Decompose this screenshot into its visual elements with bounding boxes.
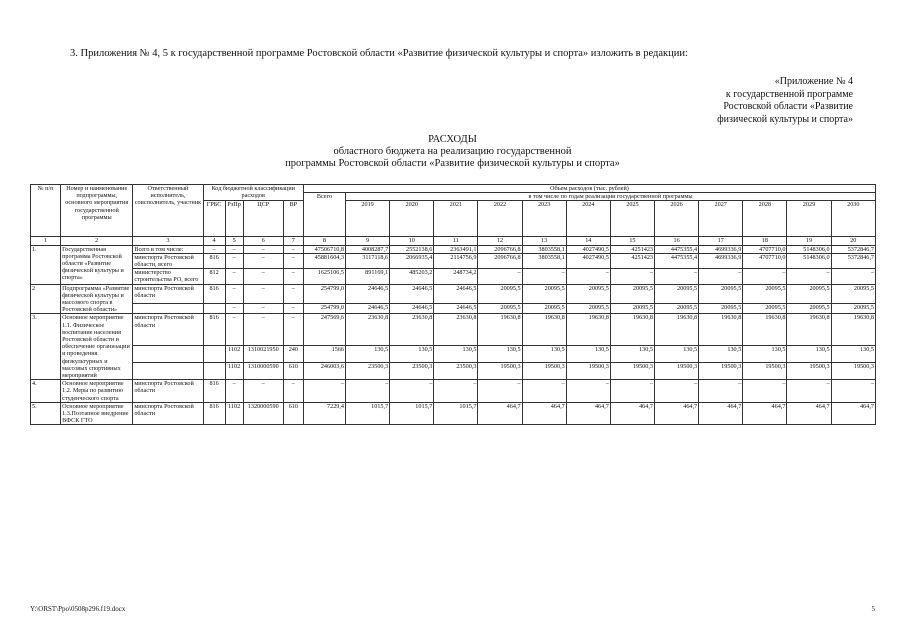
row-value: 130,5 xyxy=(346,346,390,363)
row-value: 20095,5 xyxy=(566,304,610,314)
row-value: 2096766,8 xyxy=(478,245,522,253)
header-year: 2030 xyxy=(831,201,875,237)
header-total: Всего xyxy=(303,193,345,237)
row-value: – xyxy=(787,380,831,403)
row-value: – xyxy=(522,269,566,284)
row-value: 24646,5 xyxy=(434,284,478,303)
document-title xyxy=(0,134,905,170)
row-value: – xyxy=(743,269,787,284)
row-value: 24646,5 xyxy=(390,304,434,314)
column-number: 14 xyxy=(566,237,610,245)
row-value: 19630,8 xyxy=(831,314,875,346)
row-name: Подпрограмма «Развитие физической культуры и массового спорта в Ростовской области» xyxy=(61,284,133,314)
table-row xyxy=(31,402,876,425)
title-line: программы Ростовской области «Развитие физической культуры и спорта» xyxy=(285,158,620,169)
row-code: – xyxy=(243,253,283,268)
column-number-row xyxy=(31,237,876,245)
row-value: 1015,7 xyxy=(434,402,478,425)
row-code: – xyxy=(283,269,303,284)
annex-line: к государственной программе xyxy=(725,88,853,100)
page-number: 5 xyxy=(871,605,875,613)
row-executor: министерство строительства РО, всего xyxy=(133,269,203,284)
row-number: 2 xyxy=(31,284,61,314)
column-number: 5 xyxy=(225,237,243,245)
row-value: 254799,0 xyxy=(303,304,345,314)
row-value: 485203,2 xyxy=(390,269,434,284)
row-value: 24646,5 xyxy=(390,284,434,303)
column-number: 1 xyxy=(31,237,61,245)
intro-text: 3. Приложения № 4, 5 к государственной программе Ростовской области «Развитие физической культуры и спорта» изложить в редакции: xyxy=(70,48,688,59)
row-value: 19500,3 xyxy=(610,363,654,380)
row-value: – xyxy=(655,380,699,403)
header-code: РзПр xyxy=(225,201,243,237)
annex-line: физической культуры и спорта» xyxy=(717,113,853,125)
row-value: 4008287,7 xyxy=(346,245,390,253)
header-volume-group: Объем расходов (тыс. рублей) xyxy=(303,185,875,193)
row-value: 247569,6 xyxy=(303,314,345,346)
row-executor: минспорта Ростовской области xyxy=(133,314,203,346)
row-value: 130,5 xyxy=(743,346,787,363)
row-value: – xyxy=(610,380,654,403)
table-row xyxy=(31,346,876,363)
row-executor: минспорта Ростовской области xyxy=(133,402,203,425)
row-executor: минспорта Ростовской области xyxy=(133,284,203,303)
row-value: 20095,5 xyxy=(610,304,654,314)
row-executor xyxy=(133,363,203,380)
row-value: 3117118,6 xyxy=(346,253,390,268)
row-code: – xyxy=(225,269,243,284)
row-code: 610 xyxy=(283,363,303,380)
header-year: 2024 xyxy=(566,201,610,237)
row-value: 4027490,5 xyxy=(566,253,610,268)
row-value: 130,5 xyxy=(699,346,743,363)
row-value: – xyxy=(346,380,390,403)
row-code: – xyxy=(243,380,283,403)
row-value: 19630,8 xyxy=(610,314,654,346)
row-code: 816 xyxy=(203,314,225,346)
row-value: 23630,8 xyxy=(434,314,478,346)
row-value: – xyxy=(831,269,875,284)
row-value: 130,5 xyxy=(390,346,434,363)
column-number: 13 xyxy=(522,237,566,245)
row-value: 19500,3 xyxy=(699,363,743,380)
row-value: 248734,2 xyxy=(434,269,478,284)
row-value: 47506710,8 xyxy=(303,245,345,253)
row-value: 464,7 xyxy=(522,402,566,425)
expenses-table xyxy=(30,184,876,425)
row-value: – xyxy=(699,380,743,403)
row-code: – xyxy=(243,269,283,284)
row-value: – xyxy=(390,380,434,403)
row-value: 19500,3 xyxy=(478,363,522,380)
row-value: 20095,5 xyxy=(522,304,566,314)
row-value: 20095,5 xyxy=(831,284,875,303)
row-value: – xyxy=(831,380,875,403)
row-value: 19630,8 xyxy=(743,314,787,346)
row-value: 20095,5 xyxy=(699,304,743,314)
row-value: 1015,7 xyxy=(390,402,434,425)
row-value: 20095,5 xyxy=(478,284,522,303)
row-value: – xyxy=(522,380,566,403)
table-row xyxy=(31,380,876,403)
annex-line: «Приложение № 4 xyxy=(774,76,853,87)
row-code: – xyxy=(283,245,303,253)
row-value: 464,7 xyxy=(787,402,831,425)
row-code: 1320000590 xyxy=(243,402,283,425)
header-year: 2025 xyxy=(610,201,654,237)
row-value: 19630,8 xyxy=(566,314,610,346)
row-code: 1102 xyxy=(225,363,243,380)
column-number: 9 xyxy=(346,237,390,245)
row-code: – xyxy=(225,245,243,253)
row-code: – xyxy=(225,380,243,403)
row-value: 130,5 xyxy=(434,346,478,363)
header-code-group: Код бюджетной классификации расходов xyxy=(203,185,303,201)
row-code: 1310021950 xyxy=(243,346,283,363)
column-number: 7 xyxy=(283,237,303,245)
row-value: – xyxy=(566,380,610,403)
row-code: – xyxy=(225,304,243,314)
row-value: 20095,5 xyxy=(743,304,787,314)
row-value: 20095,5 xyxy=(610,284,654,303)
row-value: 20095,5 xyxy=(787,284,831,303)
row-value: 7229,4 xyxy=(303,402,345,425)
row-code: – xyxy=(225,253,243,268)
column-number: 10 xyxy=(390,237,434,245)
row-value: 19500,3 xyxy=(655,363,699,380)
row-value: 1566 xyxy=(303,346,345,363)
header-year: 2029 xyxy=(787,201,831,237)
table-row xyxy=(31,269,876,284)
header-name: Номер и наименование подпрограммы, основного мероприятия государственной программы xyxy=(61,185,133,237)
row-code xyxy=(203,304,225,314)
row-code: 1102 xyxy=(225,402,243,425)
row-value: 20095,5 xyxy=(522,284,566,303)
column-number: 12 xyxy=(478,237,522,245)
header-row xyxy=(31,185,876,193)
row-value: 1625106,5 xyxy=(303,269,345,284)
row-executor xyxy=(133,346,203,363)
column-number: 18 xyxy=(743,237,787,245)
row-value: 130,5 xyxy=(522,346,566,363)
row-value: – xyxy=(787,269,831,284)
row-executor: Всего в том числе: xyxy=(133,245,203,253)
row-value: 130,5 xyxy=(787,346,831,363)
header-code: ЦСР xyxy=(243,201,283,237)
row-code: – xyxy=(243,284,283,303)
row-executor: минспорта Ростовской области xyxy=(133,380,203,403)
row-number: 3. xyxy=(31,314,61,380)
row-value: 20095,5 xyxy=(655,304,699,314)
row-name: Государственная программа Ростовской области «Развитие физической культуры и спорта» xyxy=(61,245,133,284)
row-value: 19630,8 xyxy=(699,314,743,346)
header-year: 2027 xyxy=(699,201,743,237)
row-value: 464,7 xyxy=(655,402,699,425)
row-code: – xyxy=(203,245,225,253)
row-value: 23630,8 xyxy=(346,314,390,346)
row-value: 130,5 xyxy=(655,346,699,363)
table-row xyxy=(31,314,876,346)
row-value: 5148306,0 xyxy=(787,245,831,253)
column-number: 17 xyxy=(699,237,743,245)
title-line: РАСХОДЫ xyxy=(428,134,477,145)
row-value: 130,5 xyxy=(831,346,875,363)
row-value: 130,5 xyxy=(566,346,610,363)
row-code: – xyxy=(243,314,283,346)
row-number: 4. xyxy=(31,380,61,403)
row-value: 23500,3 xyxy=(434,363,478,380)
row-value: 19500,3 xyxy=(831,363,875,380)
row-code: 816 xyxy=(203,402,225,425)
header-executor: Ответственный исполнитель, соисполнитель, участник xyxy=(133,185,203,237)
row-value: 24646,5 xyxy=(346,304,390,314)
column-number: 16 xyxy=(655,237,699,245)
header-year: 2021 xyxy=(434,201,478,237)
row-value: 20095,5 xyxy=(831,304,875,314)
row-value: 4251423 xyxy=(610,245,654,253)
column-number: 15 xyxy=(610,237,654,245)
header-year: 2022 xyxy=(478,201,522,237)
row-value: – xyxy=(478,269,522,284)
row-value: 20095,5 xyxy=(655,284,699,303)
row-value: 19630,8 xyxy=(787,314,831,346)
header-num: № п/п xyxy=(31,185,61,237)
row-value: 4251423 xyxy=(610,253,654,268)
header-year: 2026 xyxy=(655,201,699,237)
row-value: 4027490,5 xyxy=(566,245,610,253)
table-row xyxy=(31,363,876,380)
row-code: 1102 xyxy=(225,346,243,363)
row-value: 4699336,9 xyxy=(699,245,743,253)
row-value: 2552138,6 xyxy=(390,245,434,253)
row-code: – xyxy=(225,314,243,346)
row-value: 891169,1 xyxy=(346,269,390,284)
row-value: 19500,3 xyxy=(787,363,831,380)
row-code: – xyxy=(283,380,303,403)
row-code xyxy=(203,346,225,363)
row-code: – xyxy=(283,314,303,346)
row-value: 5372846,7 xyxy=(831,245,875,253)
row-value: 130,5 xyxy=(478,346,522,363)
row-value: 464,7 xyxy=(699,402,743,425)
row-value: 5148306,0 xyxy=(787,253,831,268)
row-value: 20095,5 xyxy=(743,284,787,303)
table-body xyxy=(31,185,876,425)
row-executor: минспорта Ростовской области, всего xyxy=(133,253,203,268)
footer-file-path: Y:\ORST\Ppo\0508p296.f19.docx xyxy=(30,605,126,613)
row-code: – xyxy=(283,253,303,268)
row-value: 19630,8 xyxy=(522,314,566,346)
table-row xyxy=(31,304,876,314)
row-value: 20095,5 xyxy=(787,304,831,314)
row-value: 19630,8 xyxy=(655,314,699,346)
row-value: – xyxy=(566,269,610,284)
row-value: 464,7 xyxy=(831,402,875,425)
table-row xyxy=(31,245,876,253)
row-code: 816 xyxy=(203,253,225,268)
row-code: – xyxy=(283,284,303,303)
row-value: 3803558,1 xyxy=(522,253,566,268)
row-value: 4699336,9 xyxy=(699,253,743,268)
row-value: 2114756,9 xyxy=(434,253,478,268)
header-code: ВР xyxy=(283,201,303,237)
table-row xyxy=(31,253,876,268)
annex-heading xyxy=(717,76,853,126)
row-value: 19630,8 xyxy=(478,314,522,346)
title-line: областного бюджета на реализацию государственной xyxy=(333,146,572,157)
row-value: 464,7 xyxy=(610,402,654,425)
row-value: 2363491,1 xyxy=(434,245,478,253)
row-code: 1310000590 xyxy=(243,363,283,380)
row-value: – xyxy=(655,269,699,284)
column-number: 11 xyxy=(434,237,478,245)
row-code: 610 xyxy=(283,402,303,425)
row-value: 4707710,0 xyxy=(743,253,787,268)
row-value: 2066935,4 xyxy=(390,253,434,268)
table-row xyxy=(31,284,876,303)
row-value: 20095,5 xyxy=(699,284,743,303)
header-code: ГРБС xyxy=(203,201,225,237)
header-year: 2023 xyxy=(522,201,566,237)
row-code: 812 xyxy=(203,269,225,284)
row-value: 45881604,3 xyxy=(303,253,345,268)
row-code: 816 xyxy=(203,284,225,303)
column-number: 20 xyxy=(831,237,875,245)
row-value: 4707710,0 xyxy=(743,245,787,253)
column-number: 19 xyxy=(787,237,831,245)
row-value: – xyxy=(610,269,654,284)
row-value: – xyxy=(434,380,478,403)
row-value: 24646,5 xyxy=(346,284,390,303)
row-value: – xyxy=(743,380,787,403)
row-value: 2096766,8 xyxy=(478,253,522,268)
row-name: Основное мероприятие 1.1. Физическое воспитание населения Ростовской области и обеспечение организации и проведения физкультурных и массовых спортивных мероприятий xyxy=(61,314,133,380)
row-name: Основное мероприятие 1.3.Поэтапное внедрение ВФСК ГТО xyxy=(61,402,133,425)
row-number: 1. xyxy=(31,245,61,284)
column-number: 3 xyxy=(133,237,203,245)
row-value: 464,7 xyxy=(478,402,522,425)
row-value: 4475355,4 xyxy=(655,253,699,268)
row-code xyxy=(203,363,225,380)
row-value: 464,7 xyxy=(743,402,787,425)
row-code: 816 xyxy=(203,380,225,403)
row-value: 3803558,1 xyxy=(522,245,566,253)
row-code: 240 xyxy=(283,346,303,363)
row-value: 254799,0 xyxy=(303,284,345,303)
row-code: – xyxy=(243,245,283,253)
column-number: 4 xyxy=(203,237,225,245)
row-code: – xyxy=(225,284,243,303)
row-value: – xyxy=(699,269,743,284)
row-number: 5. xyxy=(31,402,61,425)
row-value: 130,5 xyxy=(610,346,654,363)
row-value: 19500,3 xyxy=(566,363,610,380)
header-year: 2019 xyxy=(346,201,390,237)
row-value: 23630,8 xyxy=(390,314,434,346)
header-year: 2020 xyxy=(390,201,434,237)
row-value: 4475355,4 xyxy=(655,245,699,253)
row-code: – xyxy=(243,304,283,314)
row-code: – xyxy=(283,304,303,314)
header-years-group: в том числе по годам реализации государственной программы xyxy=(346,193,876,201)
row-value: 20095,5 xyxy=(478,304,522,314)
row-value: 23500,3 xyxy=(390,363,434,380)
row-value: 246003,6 xyxy=(303,363,345,380)
row-value: – xyxy=(303,380,345,403)
column-number: 2 xyxy=(61,237,133,245)
row-value: 20095,5 xyxy=(566,284,610,303)
row-value: 464,7 xyxy=(566,402,610,425)
column-number: 6 xyxy=(243,237,283,245)
row-name: Основное мероприятие 1.2. Меры по развитию студенческого спорта xyxy=(61,380,133,403)
row-value: 19500,3 xyxy=(522,363,566,380)
header-year: 2028 xyxy=(743,201,787,237)
row-value: 1015,7 xyxy=(346,402,390,425)
row-value: 24646,5 xyxy=(434,304,478,314)
row-value: 5372846,7 xyxy=(831,253,875,268)
row-value: 23500,3 xyxy=(346,363,390,380)
row-value: 19500,3 xyxy=(743,363,787,380)
annex-line: Ростовской области «Развитие xyxy=(723,101,853,112)
row-executor xyxy=(133,304,203,314)
row-value: – xyxy=(478,380,522,403)
column-number: 8 xyxy=(303,237,345,245)
